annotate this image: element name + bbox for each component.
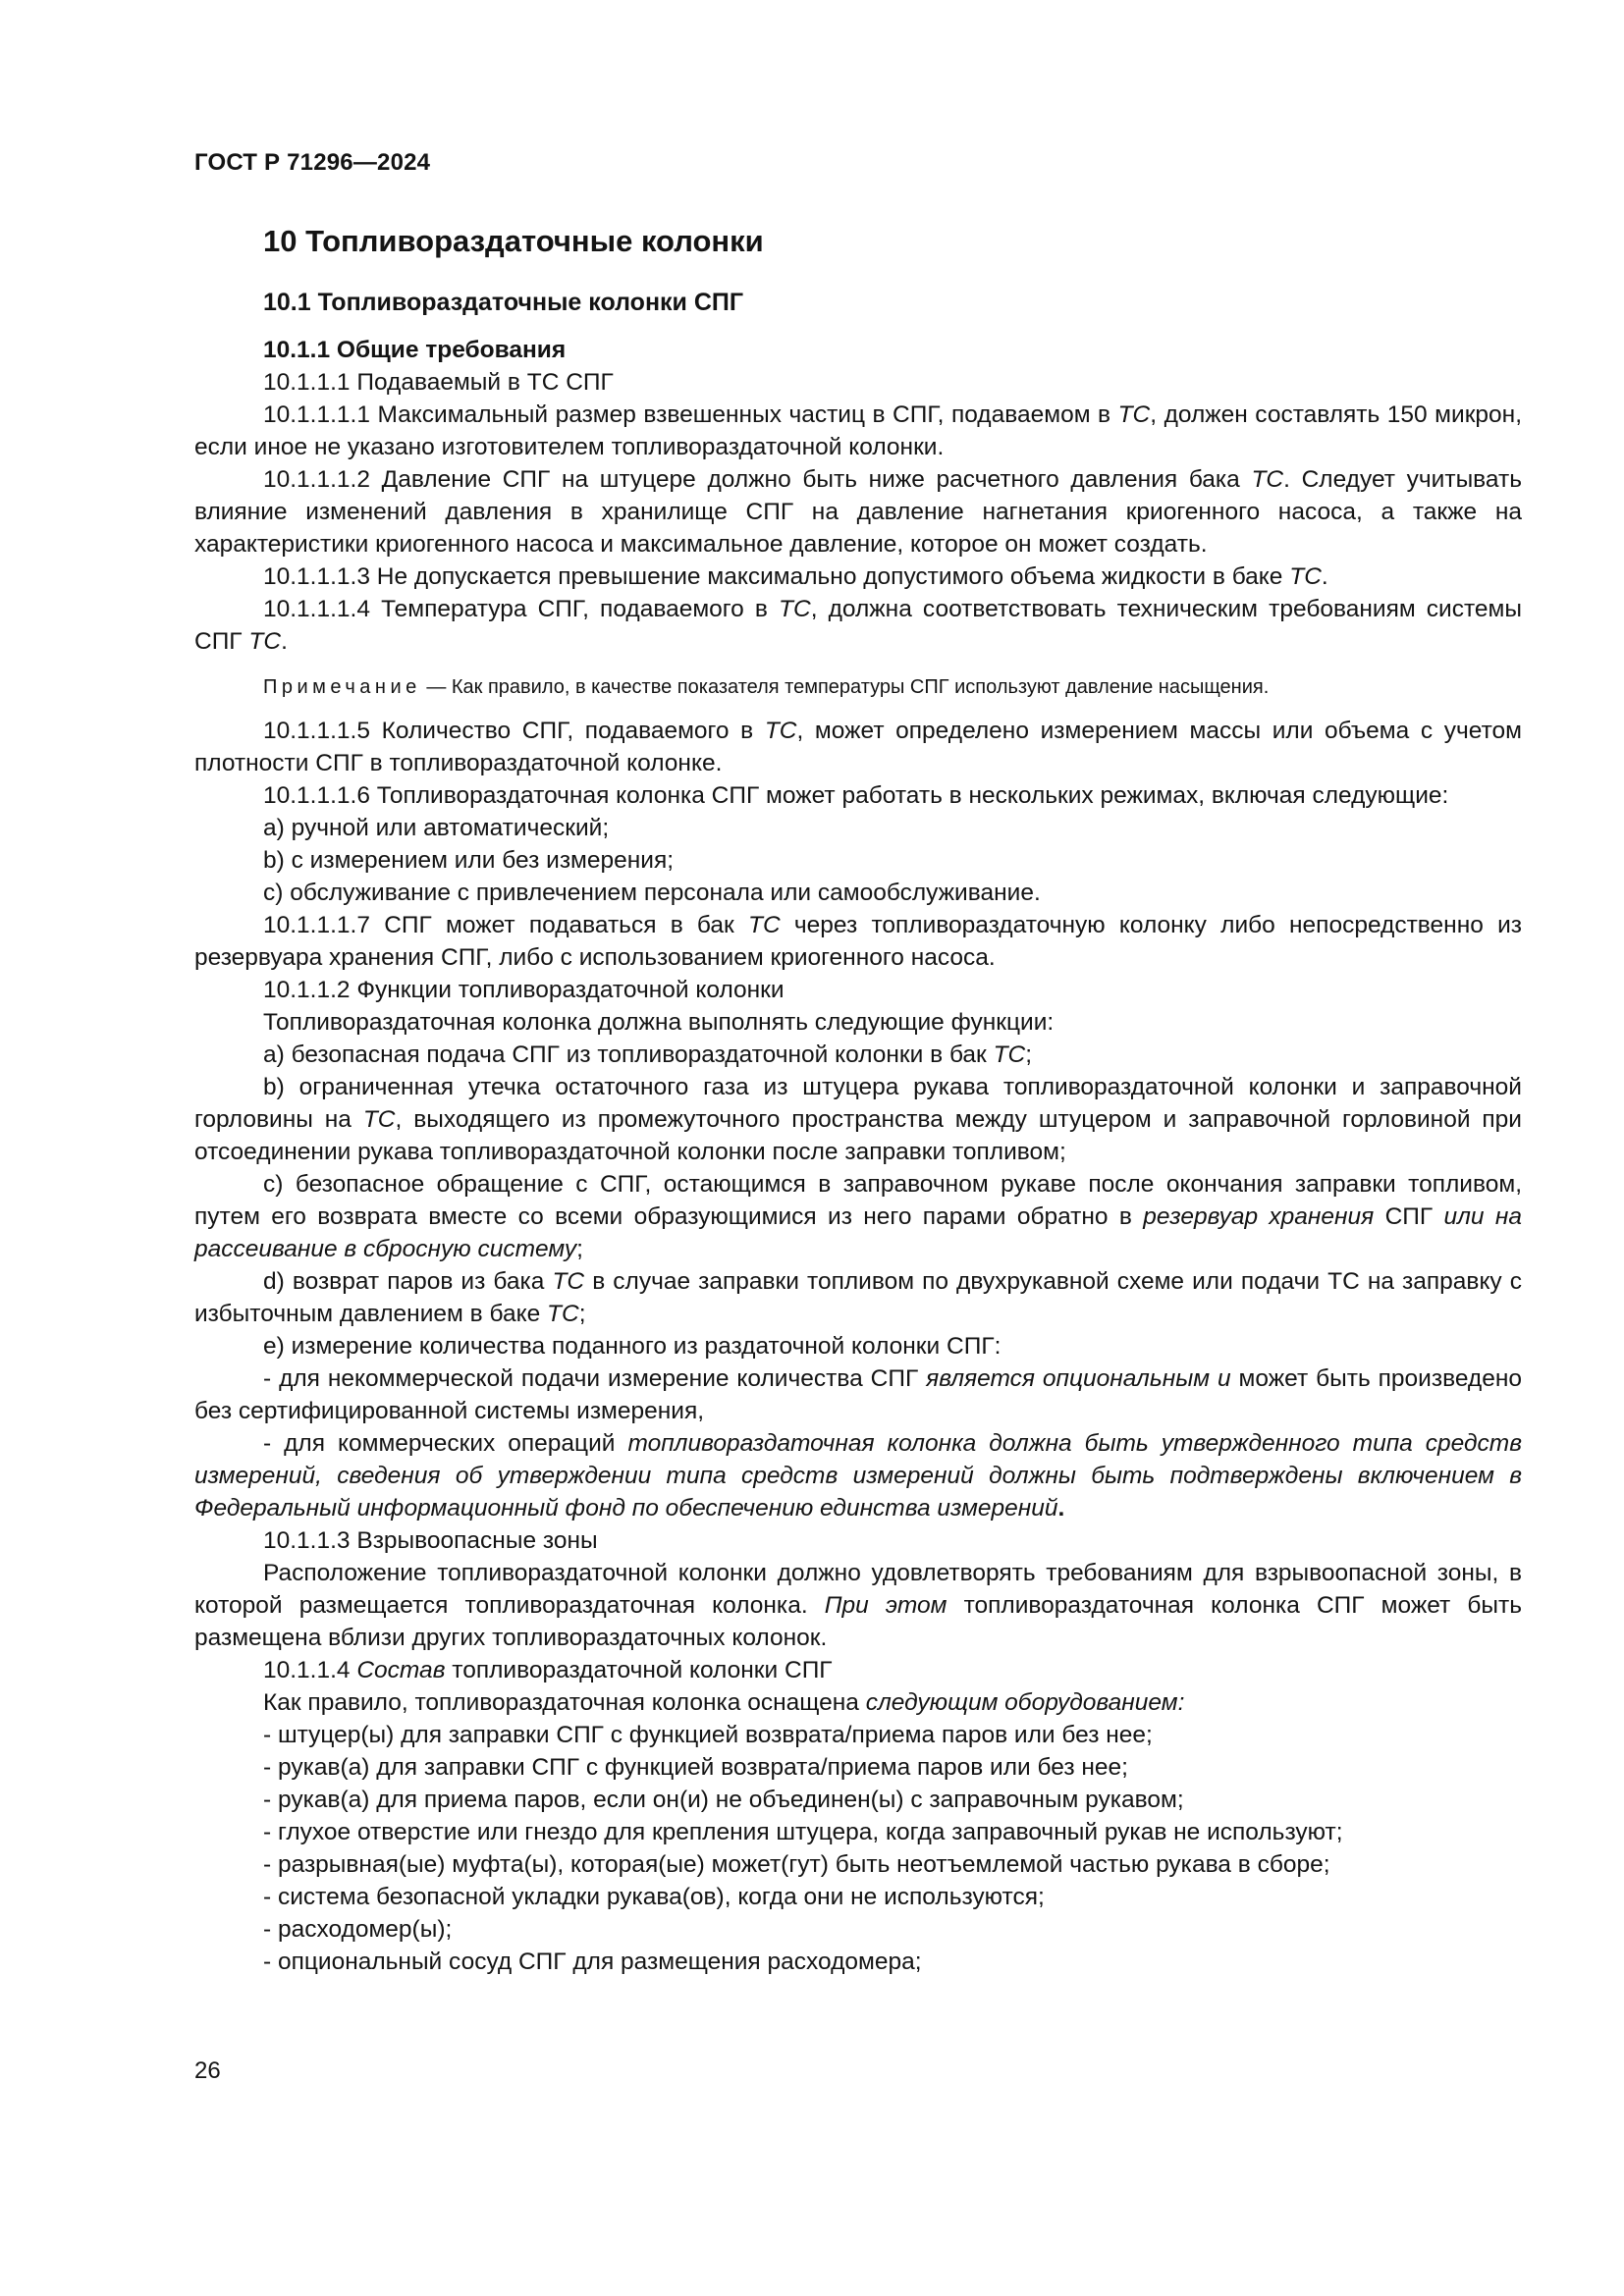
equipment-item: - расходомер(ы); [263,1916,453,1943]
equipment-item: - рукав(а) для приема паров, если он(и) не объединен(ы) с заправочным рукавом; [263,1787,1184,1813]
document-header: ГОСТ Р 71296—2024 [194,149,431,176]
paragraph: 10.1.1.3 Взрывоопасные зоны [263,1527,598,1554]
equipment-item: - разрывная(ые) муфта(ы), которая(ые) может(гут) быть неотъемлемой частью рукава в сборе; [263,1851,1330,1878]
list-item: a) безопасная подача СПГ из топливораздаточной колонки в бак ТС; [263,1041,1033,1068]
list-item: c) обслуживание с привлечением персонала или самообслуживание. [263,880,1041,906]
paragraph: Как правило, топливораздаточная колонка оснащена следующим оборудованием: [263,1689,1185,1716]
paragraph: 10.1.1.1.2 Давление СПГ на штуцере должно быть ниже расчетного давления бака ТС. Следует учитывать влияние изменений давления в хранилище СПГ на давление нагнетания криогенного насоса, а также на характеристики криогенного насоса и максимальное давление, которое он может создать. [194,466,1522,558]
paragraph: 10.1.1.4 Состав топливораздаточной колонки СПГ [263,1657,833,1683]
subsection-title: 10.1 Топливораздаточные колонки СПГ [263,289,744,316]
note [194,673,1522,701]
paragraph: 10.1.1.1.3 Не допускается превышение максимально допустимого объема жидкости в баке ТС. [263,563,1328,590]
equipment-item: - система безопасной укладки рукава(ов), когда они не используются; [263,1884,1045,1910]
paragraph: 10.1.1.1.4 Температура СПГ, подаваемого в ТС, должна соответствовать техническим требованиям системы СПГ ТС. [194,596,1522,655]
list-item: - для коммерческих операций топливораздаточная колонка должна быть утвержденного типа средств измерений, сведения об утверждении типа средств измерений должны быть подтверждены включением в Федеральный информационный фонд по обеспечению единства измерений. [194,1430,1522,1522]
list-item: a) ручной или автоматический; [263,815,610,841]
paragraph: 10.1.1.1.7 СПГ может подаваться в бак ТС через топливораздаточную колонку либо непосредственно из резервуара хранения СПГ, либо с использованием криогенного насоса. [194,912,1522,971]
paragraph: Топливораздаточная колонка должна выполнять следующие функции: [263,1009,1055,1036]
document-body [194,334,1522,1978]
paragraph: Расположение топливораздаточной колонки должно удовлетворять требованиям для взрывоопасной зоны, в которой размещается топливораздаточная колонка. При этом топливораздаточная колонка СПГ может быть размещена вблизи других топливораздаточных колонок. [194,1560,1523,1651]
paragraph: 10.1.1.2 Функции топливораздаточной колонки [263,977,785,1003]
paragraph: 10.1.1.1.5 Количество СПГ, подаваемого в ТС, может определено измерением массы или объема с учетом плотности СПГ в топливораздаточной колонке. [194,718,1522,776]
equipment-item: - рукав(а) для заправки СПГ с функцией возврата/приема паров или без нее; [263,1754,1128,1781]
paragraph: 10.1.1.1.1 Максимальный размер взвешенных частиц в СПГ, подаваемом в ТС, должен составлять 150 микрон, если иное не указано изготовителем топливораздаточной колонки. [194,401,1522,460]
section-title: 10 Топливораздаточные колонки [263,224,764,258]
note-label: Примечание [263,676,421,698]
list-item: - для некоммерческой подачи измерение количества СПГ является опциональным и может быть произведено без сертифицированной системы измерения, [194,1365,1522,1424]
equipment-item: - глухое отверстие или гнездо для крепления штуцера, когда заправочный рукав не используют; [263,1819,1343,1845]
list-item: e) измерение количества поданного из раздаточной колонки СПГ: [263,1333,1001,1360]
list-item: d) возврат паров из бака ТС в случае заправки топливом по двухрукавной схеме или подачи ТС на заправку с избыточным давлением в баке ТС; [194,1268,1523,1327]
paragraph: 10.1.1.1.6 Топливораздаточная колонка СПГ может работать в нескольких режимах, включая следующие: [263,782,1449,809]
paragraph: 10.1.1.1 Подаваемый в ТС СПГ [263,369,614,396]
equipment-item: - опциональный сосуд СПГ для размещения расходомера; [263,1949,922,1975]
equipment-item: - штуцер(ы) для заправки СПГ с функцией возврата/приема паров или без нее; [263,1722,1153,1748]
heading-general-requirements: 10.1.1 Общие требования [263,337,567,363]
list-item: c) безопасное обращение с СПГ, остающимся в заправочном рукаве после окончания заправки топливом, путем его возврата вместе со всеми образующимися из него парами обратно в резервуар хранения СПГ или на рассеивание в сбросную систему; [194,1171,1523,1262]
page-number: 26 [194,2057,221,2084]
list-item: b) ограниченная утечка остаточного газа из штуцера рукава топливораздаточной колонки и заправочной горловины на ТС, выходящего из промежуточного пространства между штуцером и заправочной горловиной при отсоединении рукава топливораздаточной колонки после заправки топливом; [194,1074,1522,1165]
list-item: b) с измерением или без измерения; [263,847,675,874]
note-text: — Как правило, в качестве показателя температуры СПГ используют давление насыщения. [420,676,1270,698]
